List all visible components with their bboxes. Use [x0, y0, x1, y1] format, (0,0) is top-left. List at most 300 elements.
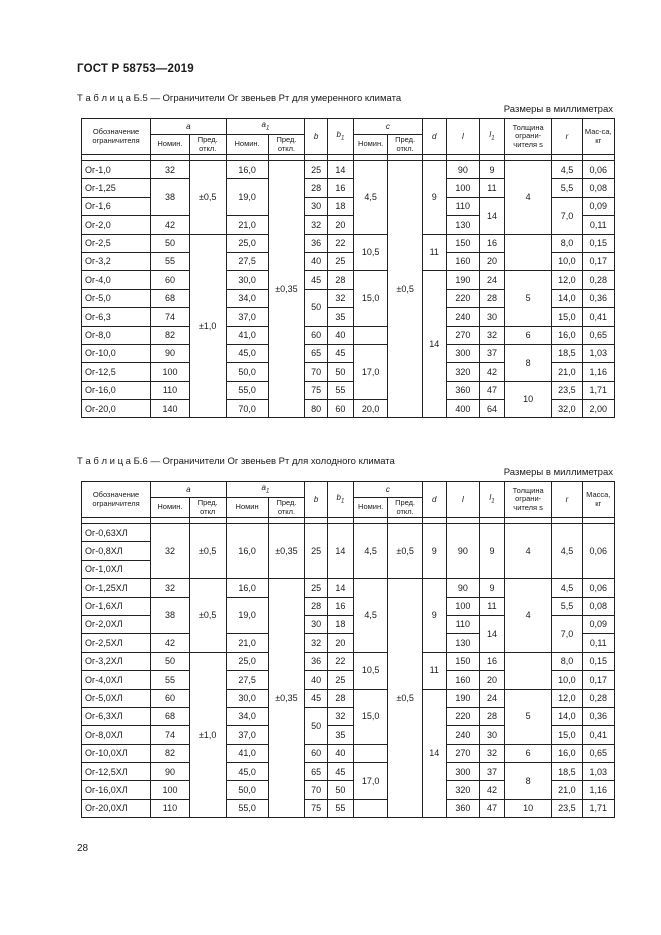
cell-a-tol: ±0,5	[189, 579, 226, 653]
cell-name: Ог-3,2	[82, 252, 151, 270]
cell-b1: 20	[327, 216, 353, 234]
cell-b1: 25	[327, 671, 353, 689]
cell-s: 5	[504, 271, 551, 326]
cell-mass: 1,16	[582, 781, 614, 799]
cell-b: 40	[305, 252, 328, 270]
cell-l1: 14	[480, 615, 505, 652]
cell-d: 14	[422, 271, 446, 418]
cell-l1: 37	[480, 344, 505, 362]
col-l1: $l_1$	[480, 119, 505, 155]
cell-mass: 0,15	[582, 234, 614, 252]
cell-mass: 1,16	[582, 363, 614, 381]
cell-name: Ог-1,25ХЛ	[82, 579, 151, 597]
cell-a1: 25,0	[226, 234, 268, 252]
col-d: d	[422, 119, 446, 155]
cell-a1: 45,0	[226, 344, 268, 362]
cell-b: 45	[305, 271, 328, 289]
cell-r: 16,0	[552, 326, 582, 344]
cell-a1: 16,0	[226, 161, 268, 179]
cell-l: 190	[446, 271, 479, 289]
cell-a: 42	[151, 216, 190, 234]
cell-r: 15,0	[552, 308, 582, 326]
cell-d: 9	[422, 161, 446, 235]
cell-l1: 28	[480, 289, 505, 307]
cell-b: 25	[305, 579, 328, 597]
table-b5-caption: Т а б л и ц а Б.5 — Ограничители Ог звеньев Рт для умеренного климата	[77, 93, 402, 104]
table-row	[82, 234, 615, 252]
cell-c: 15,0	[353, 271, 388, 326]
cell-c: 20,0	[353, 400, 388, 418]
col-mass: Масса, кг	[582, 482, 614, 518]
cell-b: 70	[305, 363, 328, 381]
cell-l1: 9	[480, 161, 505, 179]
cell-mass: 1,71	[582, 381, 614, 399]
cell-l: 90	[446, 579, 479, 597]
col-a1-nom: Номин.	[226, 135, 268, 155]
cell-r: 12,0	[552, 689, 582, 707]
table-row	[82, 689, 615, 707]
page-number: 28	[77, 843, 89, 854]
cell-name: Ог-16,0ХЛ	[82, 781, 151, 799]
cell-b: 40	[305, 671, 328, 689]
cell-mass: 2,00	[582, 400, 614, 418]
cell-a-tol: ±1,0	[189, 652, 226, 818]
cell-s	[504, 234, 551, 271]
cell-b: 32	[305, 634, 328, 652]
cell-r: 7,0	[552, 615, 582, 652]
cell-a1: 34,0	[226, 289, 268, 307]
cell-name: Ог-6,3	[82, 308, 151, 326]
col-a: a	[151, 482, 227, 498]
cell-c: 15,0	[353, 689, 388, 744]
col-l: l	[446, 119, 479, 155]
cell-d: 11	[422, 652, 446, 689]
cell-name: Ог-20,0ХЛ	[82, 799, 151, 817]
cell-mass: 0,17	[582, 671, 614, 689]
cell-l1: 32	[480, 744, 505, 762]
cell-name: Ог-8,0	[82, 326, 151, 344]
cell-l: 150	[446, 234, 479, 252]
cell-a1: 55,0	[226, 799, 268, 817]
cell-b1: 18	[327, 197, 353, 215]
cell-r: 14,0	[552, 707, 582, 725]
cell-d: 14	[422, 689, 446, 818]
cell-name: Ог-0,8ХЛ	[82, 542, 151, 560]
cell-l: 360	[446, 381, 479, 399]
cell-c-tol: ±0,5	[388, 579, 423, 818]
cell-l: 300	[446, 344, 479, 362]
cell-mass: 1,03	[582, 344, 614, 362]
cell-mass: 0,28	[582, 271, 614, 289]
cell-c: 17,0	[353, 344, 388, 399]
col-c: c	[353, 119, 422, 135]
cell-r: 10,0	[552, 671, 582, 689]
cell-r: 21,0	[552, 363, 582, 381]
cell-b: 75	[305, 381, 328, 399]
cell-mass: 0,06	[582, 161, 614, 179]
cell-l: 220	[446, 289, 479, 307]
cell-s: 10	[504, 381, 551, 418]
cell-b1: 25	[327, 252, 353, 270]
cell-b1: 16	[327, 179, 353, 197]
cell-b: 36	[305, 652, 328, 670]
col-a1-tol: Пред. откл.	[268, 135, 305, 155]
cell-b1: 35	[327, 308, 353, 326]
cell-l1: 20	[480, 671, 505, 689]
col-thickness: Толщина ограни-чителя s	[504, 482, 551, 518]
col-mass: Мас-са, кг	[582, 119, 614, 155]
cell-l1: 9	[480, 579, 505, 597]
cell-b: 30	[305, 197, 328, 215]
cell-a-tol: ±0,5	[189, 524, 226, 579]
cell-name: Ог-2,0ХЛ	[82, 615, 151, 633]
cell-l: 100	[446, 179, 479, 197]
cell-name: Ог-3,2ХЛ	[82, 652, 151, 670]
cell-r: 4,5	[552, 161, 582, 179]
cell-mass: 0,36	[582, 289, 614, 307]
cell-l1: 42	[480, 781, 505, 799]
cell-mass: 0,36	[582, 707, 614, 725]
cell-a: 38	[151, 179, 190, 216]
cell-r: 5,5	[552, 597, 582, 615]
cell-l1: 30	[480, 726, 505, 744]
col-c-nom: Номин.	[353, 498, 388, 518]
cell-d: 11	[422, 234, 446, 271]
cell-a: 55	[151, 671, 190, 689]
cell-name: Ог-20,0	[82, 400, 151, 418]
cell-name: Ог-16,0	[82, 381, 151, 399]
cell-b: 25	[305, 524, 328, 579]
cell-l1: 30	[480, 308, 505, 326]
cell-name: Ог-2,0	[82, 216, 151, 234]
cell-l1: 42	[480, 363, 505, 381]
cell-b1: 50	[327, 781, 353, 799]
cell-a: 82	[151, 744, 190, 762]
cell-b1: 14	[327, 579, 353, 597]
col-r: r	[552, 119, 582, 155]
cell-l: 160	[446, 252, 479, 270]
cell-r: 5,5	[552, 179, 582, 197]
cell-s: 8	[504, 763, 551, 800]
cell-a1: 21,0	[226, 216, 268, 234]
cell-b1: 35	[327, 726, 353, 744]
cell-l: 270	[446, 326, 479, 344]
cell-a-tol: ±0,5	[189, 161, 226, 235]
cell-a1: 50,0	[226, 781, 268, 799]
cell-c	[353, 326, 388, 344]
cell-a1: 25,0	[226, 652, 268, 670]
cell-name: Ог-1,6	[82, 197, 151, 215]
cell-a1: 16,0	[226, 579, 268, 597]
cell-l: 110	[446, 197, 479, 215]
cell-l: 150	[446, 652, 479, 670]
cell-r: 14,0	[552, 289, 582, 307]
cell-name: Ог-5,0ХЛ	[82, 689, 151, 707]
cell-l1: 32	[480, 326, 505, 344]
cell-l1: 14	[480, 197, 505, 234]
cell-s	[504, 652, 551, 689]
cell-a: 68	[151, 707, 190, 725]
cell-s: 4	[504, 579, 551, 653]
col-c-nom: Номин.	[353, 135, 388, 155]
table-row	[82, 326, 615, 344]
col-l: l	[446, 482, 479, 518]
cell-r: 15,0	[552, 726, 582, 744]
cell-l1: 11	[480, 179, 505, 197]
table-b6	[81, 481, 615, 818]
cell-b: 28	[305, 179, 328, 197]
cell-a: 32	[151, 579, 190, 597]
cell-c: 4,5	[353, 161, 388, 235]
cell-l: 130	[446, 634, 479, 652]
col-designation: Обозначение ограничителя	[82, 119, 151, 155]
cell-a: 100	[151, 363, 190, 381]
cell-l: 320	[446, 781, 479, 799]
cell-b1: 45	[327, 344, 353, 362]
cell-a-tol: ±1,0	[189, 234, 226, 418]
cell-l: 220	[446, 707, 479, 725]
cell-r: 18,5	[552, 344, 582, 362]
cell-mass: 0,11	[582, 634, 614, 652]
cell-mass: 0,15	[582, 652, 614, 670]
cell-s: 10	[504, 799, 551, 817]
cell-a: 60	[151, 689, 190, 707]
col-c-tol: Пред. откл.	[388, 135, 423, 155]
cell-l: 320	[446, 363, 479, 381]
table-row	[82, 652, 615, 670]
cell-r: 18,5	[552, 763, 582, 781]
table-row	[82, 799, 615, 817]
cell-a: 100	[151, 781, 190, 799]
cell-r: 23,5	[552, 799, 582, 817]
cell-s: 6	[504, 326, 551, 344]
cell-a: 90	[151, 763, 190, 781]
col-d: d	[422, 482, 446, 518]
cell-b: 75	[305, 799, 328, 817]
cell-b1: 32	[327, 707, 353, 725]
cell-name: Ог-1,0	[82, 161, 151, 179]
cell-c: 10,5	[353, 234, 388, 271]
cell-l: 160	[446, 671, 479, 689]
cell-b: 50	[305, 289, 328, 326]
col-r: r	[552, 482, 582, 518]
cell-a: 60	[151, 271, 190, 289]
cell-d: 9	[422, 579, 446, 653]
cell-a1: 70,0	[226, 400, 268, 418]
cell-c: 17,0	[353, 763, 388, 800]
cell-mass: 0,41	[582, 308, 614, 326]
col-a1-nom: Номин	[226, 498, 268, 518]
cell-a: 140	[151, 400, 190, 418]
cell-l: 190	[446, 689, 479, 707]
cell-name: Ог-2,5	[82, 234, 151, 252]
cell-b: 65	[305, 763, 328, 781]
cell-name: Ог-5,0	[82, 289, 151, 307]
cell-r: 10,0	[552, 252, 582, 270]
cell-b1: 40	[327, 744, 353, 762]
cell-l1: 47	[480, 799, 505, 817]
col-a1-tol: Пред. откл.	[268, 498, 305, 518]
table-b5	[81, 118, 615, 418]
cell-mass: 0,09	[582, 615, 614, 633]
cell-a1: 30,0	[226, 689, 268, 707]
cell-l1: 20	[480, 252, 505, 270]
cell-name: Ог-4,0	[82, 271, 151, 289]
cell-b1: 22	[327, 652, 353, 670]
cell-a: 38	[151, 597, 190, 634]
cell-mass: 0,09	[582, 197, 614, 215]
cell-l1: 16	[480, 234, 505, 252]
cell-l: 240	[446, 308, 479, 326]
cell-l: 100	[446, 597, 479, 615]
cell-name: Ог-1,25	[82, 179, 151, 197]
cell-a1: 37,0	[226, 726, 268, 744]
col-b1: $b_1$	[327, 482, 353, 518]
cell-name: Ог-6,3ХЛ	[82, 707, 151, 725]
cell-a: 110	[151, 799, 190, 817]
cell-a: 68	[151, 289, 190, 307]
cell-r: 16,0	[552, 744, 582, 762]
cell-b1: 55	[327, 799, 353, 817]
cell-b: 30	[305, 615, 328, 633]
cell-b1: 20	[327, 634, 353, 652]
cell-b1: 50	[327, 363, 353, 381]
cell-a1: 19,0	[226, 179, 268, 216]
cell-l1: 16	[480, 652, 505, 670]
cell-l: 400	[446, 400, 479, 418]
table-row	[82, 524, 615, 542]
cell-b1: 45	[327, 763, 353, 781]
cell-b1: 22	[327, 234, 353, 252]
cell-mass: 0,08	[582, 179, 614, 197]
cell-l: 300	[446, 763, 479, 781]
cell-name: Ог-0,63ХЛ	[82, 524, 151, 542]
cell-c-tol: ±0,5	[388, 161, 423, 418]
cell-mass: 1,03	[582, 763, 614, 781]
table-row	[82, 763, 615, 781]
cell-name: Ог-10,0ХЛ	[82, 744, 151, 762]
cell-r: 21,0	[552, 781, 582, 799]
cell-a1: 45,0	[226, 763, 268, 781]
cell-s: 4	[504, 524, 551, 579]
cell-b: 65	[305, 344, 328, 362]
cell-mass: 0,28	[582, 689, 614, 707]
cell-b: 45	[305, 689, 328, 707]
cell-l: 130	[446, 216, 479, 234]
table-row	[82, 744, 615, 762]
cell-mass: 0,41	[582, 726, 614, 744]
cell-a: 50	[151, 234, 190, 252]
cell-a1: 41,0	[226, 744, 268, 762]
table-row	[82, 161, 615, 179]
cell-a: 32	[151, 161, 190, 179]
col-b: b	[305, 482, 328, 518]
col-a1: $a_1$	[226, 482, 305, 498]
cell-a1-tol: ±0,35	[268, 161, 305, 418]
cell-b1: 40	[327, 326, 353, 344]
cell-l1: 24	[480, 271, 505, 289]
col-a: a	[151, 119, 227, 135]
col-a1: $a_1$	[226, 119, 305, 135]
cell-r: 8,0	[552, 652, 582, 670]
cell-mass: 0,08	[582, 597, 614, 615]
cell-r: 7,0	[552, 197, 582, 234]
cell-b1: 55	[327, 381, 353, 399]
table-b5-units: Размеры в миллиметрах	[503, 104, 613, 115]
cell-s: 6	[504, 744, 551, 762]
cell-a: 42	[151, 634, 190, 652]
cell-mass: 0,65	[582, 744, 614, 762]
cell-b1: 32	[327, 289, 353, 307]
cell-r: 8,0	[552, 234, 582, 252]
cell-mass: 0,06	[582, 524, 614, 579]
cell-b: 28	[305, 597, 328, 615]
cell-b1: 14	[327, 524, 353, 579]
cell-a1: 19,0	[226, 597, 268, 634]
cell-a1: 27,5	[226, 252, 268, 270]
cell-a: 74	[151, 726, 190, 744]
col-b: b	[305, 119, 328, 155]
col-c-tol: Пред. откл.	[388, 498, 423, 518]
cell-c: 4,5	[353, 524, 388, 579]
cell-mass: 0,11	[582, 216, 614, 234]
cell-a: 55	[151, 252, 190, 270]
cell-a: 90	[151, 344, 190, 362]
cell-name: Ог-12,5ХЛ	[82, 763, 151, 781]
cell-mass: 0,17	[582, 252, 614, 270]
table-row	[82, 381, 615, 399]
cell-a1-tol: ±0,35	[268, 524, 305, 579]
col-a-nom: Номин.	[151, 498, 190, 518]
table-b6-units: Размеры в миллиметрах	[503, 467, 613, 478]
cell-l1: 9	[480, 524, 505, 579]
col-b1: $b_1$	[327, 119, 353, 155]
cell-c	[353, 744, 388, 762]
cell-s: 4	[504, 161, 551, 235]
cell-a: 74	[151, 308, 190, 326]
cell-name: Ог-1,6ХЛ	[82, 597, 151, 615]
table-row	[82, 579, 615, 597]
cell-a1: 41,0	[226, 326, 268, 344]
cell-b: 36	[305, 234, 328, 252]
cell-r: 23,5	[552, 381, 582, 399]
cell-a: 110	[151, 381, 190, 399]
cell-b: 50	[305, 707, 328, 744]
cell-b: 25	[305, 161, 328, 179]
cell-name: Ог-1,0ХЛ	[82, 560, 151, 578]
document-header: ГОСТ Р 58753—2019	[77, 63, 194, 75]
cell-a: 50	[151, 652, 190, 670]
cell-b: 60	[305, 326, 328, 344]
cell-b1: 60	[327, 400, 353, 418]
cell-c: 4,5	[353, 579, 388, 653]
cell-a1: 30,0	[226, 271, 268, 289]
col-thickness: Толщина ограни-чителя s	[504, 119, 551, 155]
cell-l1: 47	[480, 381, 505, 399]
cell-l1: 64	[480, 400, 505, 418]
cell-l: 90	[446, 161, 479, 179]
cell-name: Ог-8,0ХЛ	[82, 726, 151, 744]
cell-l: 270	[446, 744, 479, 762]
cell-a1: 16,0	[226, 524, 268, 579]
cell-r: 4,5	[552, 579, 582, 597]
cell-b: 70	[305, 781, 328, 799]
col-a-tol: Пред. откл	[189, 498, 226, 518]
cell-s: 5	[504, 689, 551, 744]
col-l1: $l_1$	[480, 482, 505, 518]
cell-l: 360	[446, 799, 479, 817]
cell-a: 32	[151, 524, 190, 579]
